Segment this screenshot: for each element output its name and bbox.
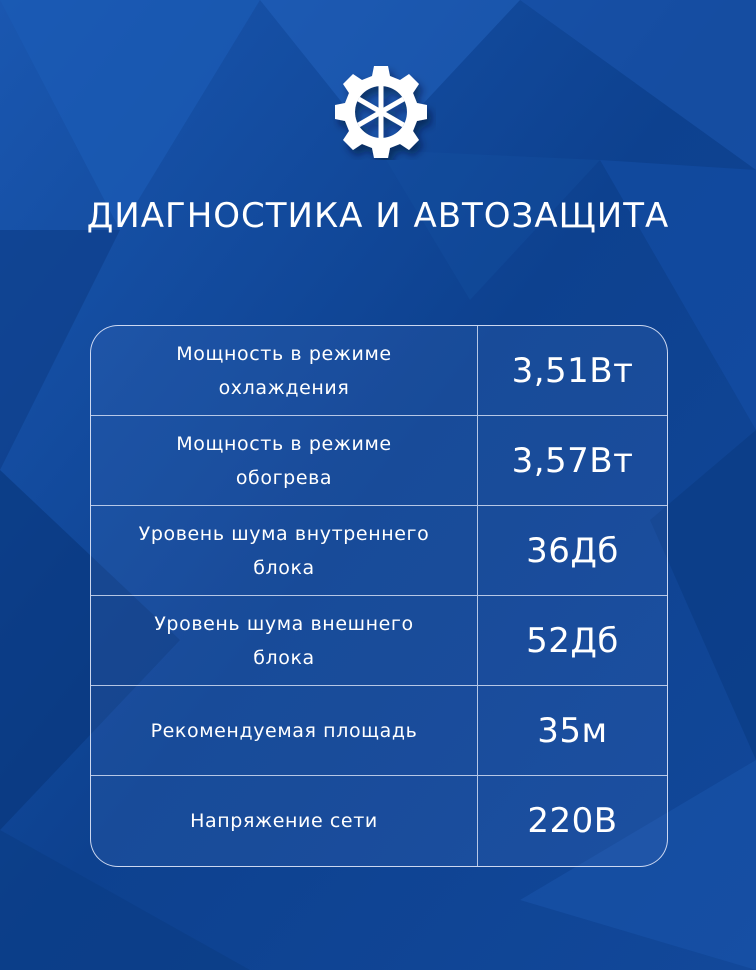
spec-label: Рекомендуемая площадь (91, 686, 478, 775)
gear-icon (326, 64, 436, 160)
spec-value: 36Дб (526, 530, 619, 571)
spec-value: 220В (527, 801, 618, 841)
table-row (91, 506, 667, 596)
table-row (91, 686, 667, 776)
table-row (91, 596, 667, 686)
spec-value: 3,51Вт (511, 350, 634, 391)
spec-table (90, 325, 668, 867)
spec-label: Уровень шума внутреннего блока (91, 506, 478, 595)
spec-label: Напряжение сети (91, 776, 478, 866)
spec-value: 35м (537, 710, 608, 751)
page-title: ДИАГНОСТИКА И АВТОЗАЩИТА (86, 196, 670, 236)
spec-label: Мощность в режиме обогрева (91, 416, 478, 505)
spec-value: 52Дб (526, 620, 619, 661)
table-row (91, 416, 667, 506)
spec-label: Мощность в режиме охлаждения (91, 326, 478, 415)
table-row (91, 776, 667, 866)
table-row (91, 326, 667, 416)
spec-value: 3,57Вт (511, 440, 634, 481)
spec-label: Уровень шума внешнего блока (91, 596, 478, 685)
